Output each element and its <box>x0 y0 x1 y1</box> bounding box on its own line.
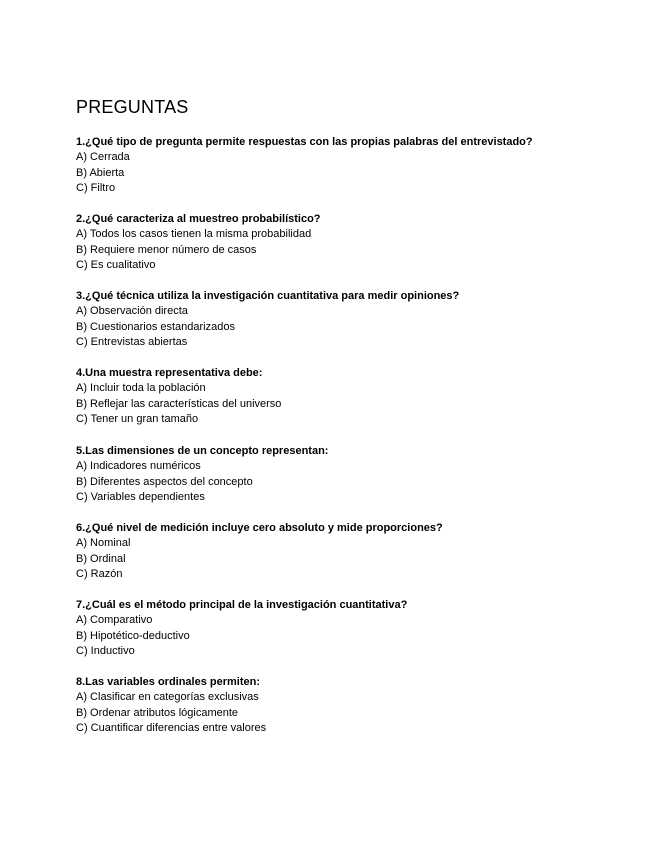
option-c: C) Es cualitativo <box>76 259 156 272</box>
question-text: 5.Las dimensiones de un concepto representan: <box>76 445 329 457</box>
option-b: B) Ordenar atributos lógicamente <box>76 706 239 719</box>
option-list <box>76 613 636 660</box>
option-b: B) Requiere menor número de casos <box>76 243 257 256</box>
question-text: 7.¿Cuál es el método principal de la investigación cuantitativa? <box>76 599 408 611</box>
question-1 <box>76 135 636 197</box>
option-b: B) Diferentes aspectos del concepto <box>76 475 253 488</box>
option-b: B) Cuestionarios estandarizados <box>76 320 235 333</box>
question-text: 2.¿Qué caracteriza al muestreo probabilístico? <box>76 213 321 225</box>
option-list <box>76 150 636 197</box>
option-list <box>76 304 636 351</box>
question-text: 3.¿Qué técnica utiliza la investigación cuantitativa para medir opiniones? <box>76 290 460 302</box>
option-a: A) Incluir toda la población <box>76 382 206 394</box>
question-6 <box>76 521 636 583</box>
question-3 <box>76 289 636 351</box>
question-7 <box>76 598 636 660</box>
option-a: A) Todos los casos tienen la misma probabilidad <box>76 228 312 240</box>
option-b: B) Hipotético-deductivo <box>76 629 190 642</box>
option-a: A) Comparativo <box>76 614 153 626</box>
question-text: 4.Una muestra representativa debe: <box>76 367 263 379</box>
question-2 <box>76 212 636 274</box>
option-c: C) Cuantificar diferencias entre valores <box>76 722 267 735</box>
option-list <box>76 381 636 428</box>
question-5 <box>76 444 636 506</box>
option-c: C) Inductivo <box>76 645 135 658</box>
question-text: 6.¿Qué nivel de medición incluye cero absoluto y mide proporciones? <box>76 522 443 534</box>
option-list <box>76 690 636 737</box>
question-text: 1.¿Qué tipo de pregunta permite respuestas con las propias palabras del entrevistado? <box>76 136 533 148</box>
question-8 <box>76 675 636 737</box>
option-list <box>76 459 636 506</box>
option-c: C) Entrevistas abiertas <box>76 336 188 349</box>
option-a: A) Indicadores numéricos <box>76 460 201 472</box>
option-list <box>76 536 636 583</box>
option-b: B) Reflejar las características del universo <box>76 397 282 410</box>
option-a: A) Observación directa <box>76 305 188 317</box>
option-c: C) Variables dependientes <box>76 491 205 504</box>
question-text: 8.Las variables ordinales permiten: <box>76 676 261 688</box>
option-c: C) Filtro <box>76 182 116 195</box>
option-list <box>76 227 636 274</box>
option-a: A) Nominal <box>76 537 131 549</box>
option-c: C) Tener un gran tamaño <box>76 413 199 426</box>
option-a: A) Cerrada <box>76 151 130 163</box>
question-4 <box>76 366 636 428</box>
option-c: C) Razón <box>76 568 123 581</box>
option-a: A) Clasificar en categorías exclusivas <box>76 691 259 703</box>
option-b: B) Ordinal <box>76 552 126 565</box>
option-b: B) Abierta <box>76 166 125 179</box>
page-title: PREGUNTAS <box>76 97 189 117</box>
